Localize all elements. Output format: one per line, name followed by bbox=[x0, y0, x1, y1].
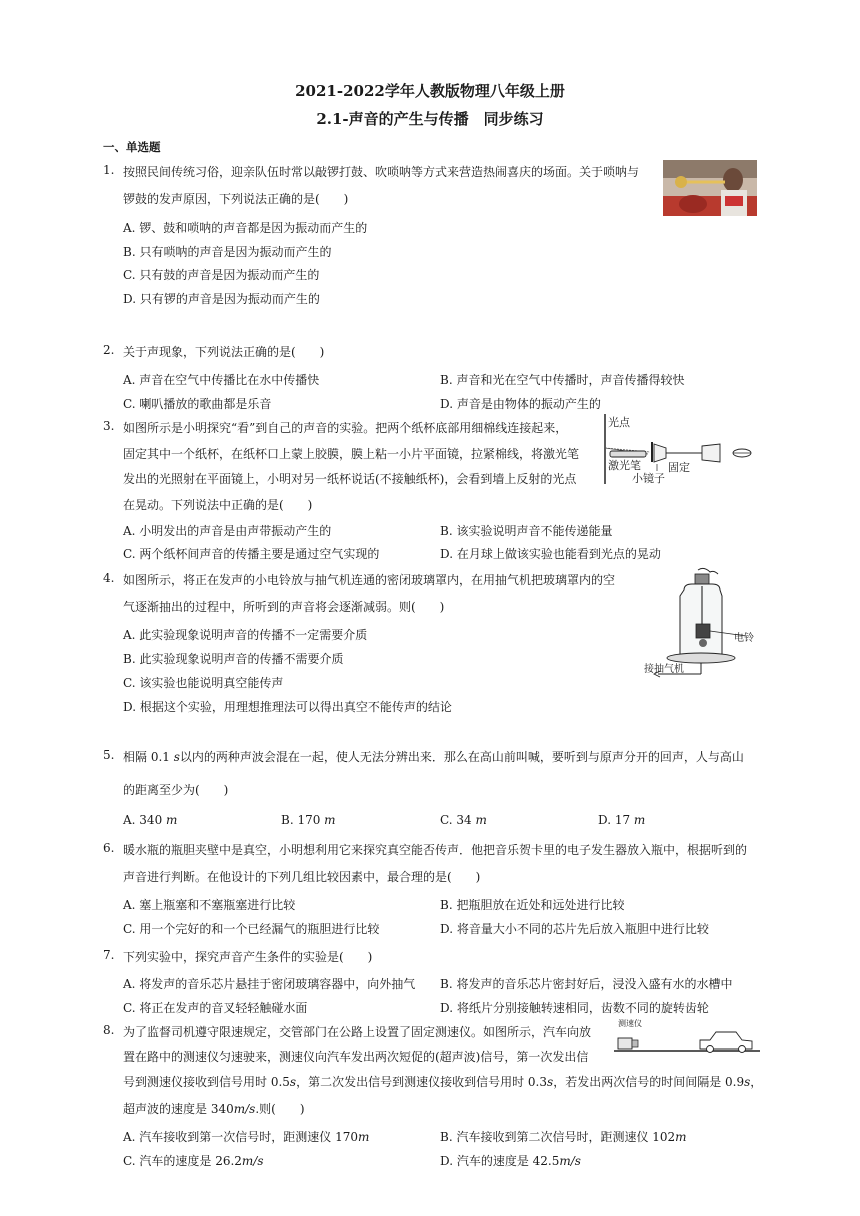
option-a[interactable]: A. 塞上瓶塞和不塞瓶塞进行比较 bbox=[123, 898, 296, 912]
option-b[interactable]: B. 汽车接收到第二次信号时，距测速仪 102m bbox=[440, 1130, 687, 1144]
question-number: 8. bbox=[103, 1023, 115, 1037]
question-number: 7. bbox=[103, 948, 115, 962]
question-number: 4. bbox=[103, 571, 115, 585]
option-a[interactable]: A. 声音在空气中传播比在水中传播快 bbox=[123, 373, 320, 387]
question-text-line: 按照民间传统习俗，迎亲队伍时常以敲锣打鼓、吹唢呐等方式来营造热闹喜庆的场面。关于唢呐与 bbox=[123, 165, 640, 179]
figure-label-bell: 电铃 bbox=[734, 633, 754, 644]
figure-label-mirror: 小镜子 bbox=[632, 472, 665, 485]
question-text-line: 在晃动。下列说法中正确的是( ) bbox=[123, 498, 313, 512]
question-number: 1. bbox=[103, 163, 115, 177]
question-text-line: 如图所示是小明探究“看”到自己的声音的实验。把两个纸杯底部用细棉线连接起来， bbox=[123, 421, 568, 435]
option-d[interactable]: D. 将音量大小不同的芯片先后放入瓶胆中进行比较 bbox=[440, 922, 709, 936]
option-d[interactable]: D. 只有锣的声音是因为振动而产生的 bbox=[123, 292, 320, 306]
question-number: 2. bbox=[103, 343, 115, 357]
option-d[interactable]: D. 17 m bbox=[598, 813, 646, 827]
question-text-line: 锣鼓的发声原因，下列说法正确的是( ) bbox=[123, 192, 349, 206]
option-a[interactable]: A. 此实验现象说明声音的传播不一定需要介质 bbox=[123, 628, 368, 642]
option-c[interactable]: C. 34 m bbox=[440, 813, 487, 827]
option-d[interactable]: D. 根据这个实验，用理想推理法可以得出真空不能传声的结论 bbox=[123, 700, 452, 714]
question-text-line: 发出的光照射在平面镜上，小明对另一纸杯说话(不接触纸杯)，会看到墙上反射的光点 bbox=[123, 472, 577, 486]
question-text-line: 超声波的速度是 340m/s.则( ) bbox=[123, 1102, 305, 1116]
page-title: 2021-2022学年人教版物理八年级上册 bbox=[295, 82, 565, 100]
option-c[interactable]: C. 只有鼓的声音是因为振动而产生的 bbox=[123, 268, 320, 282]
question-text-line: 相隔 0.1 s以内的两种声波会混在一起，使人无法分辨出来．那么在高山前叫喊，要听到与原声分开的回声，人与高山 bbox=[123, 750, 744, 764]
option-c[interactable]: C. 汽车的速度是 26.2m/s bbox=[123, 1154, 264, 1168]
question-text-line: 关于声现象，下列说法正确的是( ) bbox=[123, 345, 325, 359]
option-a[interactable]: A. 将发声的音乐芯片悬挂于密闭玻璃容器中，向外抽气 bbox=[123, 977, 416, 991]
option-c[interactable]: C. 用一个完好的和一个已经漏气的瓶胆进行比较 bbox=[123, 922, 380, 936]
question-text-line: 暖水瓶的瓶胆夹壁中是真空，小明想利用它来探究真空能否传声．他把音乐贺卡里的电子发生器放入瓶中，根据听到的 bbox=[123, 843, 748, 857]
option-b[interactable]: B. 170 m bbox=[281, 813, 336, 827]
figure-label-fixed: 固定 bbox=[668, 461, 690, 474]
option-a[interactable]: A. 小明发出的声音是由声带振动产生的 bbox=[123, 524, 332, 538]
option-c[interactable]: C. 两个纸杯间声音的传播主要是通过空气实现的 bbox=[123, 547, 380, 561]
option-c[interactable]: C. 喇叭播放的歌曲都是乐音 bbox=[123, 397, 272, 411]
figure-label-speed-meter: 测速仪 bbox=[618, 1019, 642, 1028]
question-text-line: 的距离至少为( ) bbox=[123, 783, 229, 797]
option-a[interactable]: A. 340 m bbox=[123, 813, 178, 827]
option-d[interactable]: D. 声音是由物体的振动产生的 bbox=[440, 397, 601, 411]
question-text-line: 气逐渐抽出的过程中，所听到的声音将会逐渐减弱。则( ) bbox=[123, 600, 445, 614]
speed-meter-diagram bbox=[614, 1016, 760, 1056]
option-c[interactable]: C. 该实验也能说明真空能传声 bbox=[123, 676, 284, 690]
figure-label-pump: 接抽气机 bbox=[644, 664, 684, 675]
question-number: 3. bbox=[103, 419, 115, 433]
suona-photo-image bbox=[663, 160, 757, 216]
option-b[interactable]: B. 把瓶胆放在近处和远处进行比较 bbox=[440, 898, 625, 912]
question-text-line: 如图所示，将正在发声的小电铃放与抽气机连通的密闭玻璃罩内，在用抽气机把玻璃罩内的空 bbox=[123, 573, 616, 587]
option-d[interactable]: D. 汽车的速度是 42.5m/s bbox=[440, 1154, 581, 1168]
option-d[interactable]: D. 在月球上做该实验也能看到光点的晃动 bbox=[440, 547, 661, 561]
bell-jar-diagram bbox=[640, 566, 760, 680]
figure-label-laser: 激光笔 bbox=[608, 459, 641, 472]
question-number: 6. bbox=[103, 841, 115, 855]
question-text-line: 声音进行判断。在他设计的下列几组比较因素中，最合理的是( ) bbox=[123, 870, 481, 884]
question-text-line: 为了监督司机遵守限速规定，交管部门在公路上设置了固定测速仪。如图所示，汽车向放 bbox=[123, 1025, 592, 1039]
section-heading: 一、单选题 bbox=[103, 140, 161, 154]
option-b[interactable]: B. 将发声的音乐芯片密封好后，浸没入盛有水的水槽中 bbox=[440, 977, 733, 991]
option-b[interactable]: B. 该实验说明声音不能传递能量 bbox=[440, 524, 613, 538]
question-text-line: 置在路中的测速仪匀速驶来，测速仪向汽车发出两次短促的(超声波)信号，第一次发出信 bbox=[123, 1050, 589, 1064]
page-subtitle: 2.1-声音的产生与传播 同步练习 bbox=[316, 110, 544, 128]
option-c[interactable]: C. 将正在发声的音叉轻轻触碰水面 bbox=[123, 1001, 308, 1015]
option-d[interactable]: D. 将纸片分别接触转速相同，齿数不同的旋转齿轮 bbox=[440, 1001, 709, 1015]
option-b[interactable]: B. 只有唢呐的声音是因为振动而产生的 bbox=[123, 245, 332, 259]
question-text-line: 下列实验中，探究声音产生条件的实验是( ) bbox=[123, 950, 373, 964]
question-number: 5. bbox=[103, 748, 115, 762]
option-a[interactable]: A. 锣、鼓和唢呐的声音都是因为振动而产生的 bbox=[123, 221, 368, 235]
option-a[interactable]: A. 汽车接收到第一次信号时，距测速仪 170m bbox=[123, 1130, 370, 1144]
option-b[interactable]: B. 声音和光在空气中传播时，声音传播得较快 bbox=[440, 373, 685, 387]
question-text-line: 号到测速仪接收到信号用时 0.5s，第二次发出信号到测速仪接收到信号用时 0.3s，若发出两次信号的时间间隔是 0.9s， bbox=[123, 1075, 763, 1089]
question-text-line: 固定其中一个纸杯，在纸杯口上蒙上胶膜，膜上粘一小片平面镜，拉紧棉线，将激光笔 bbox=[123, 447, 580, 461]
paper-cup-experiment-diagram bbox=[602, 412, 762, 486]
option-b[interactable]: B. 此实验现象说明声音的传播不需要介质 bbox=[123, 652, 344, 666]
figure-label-light-spot: 光点 bbox=[608, 416, 630, 429]
